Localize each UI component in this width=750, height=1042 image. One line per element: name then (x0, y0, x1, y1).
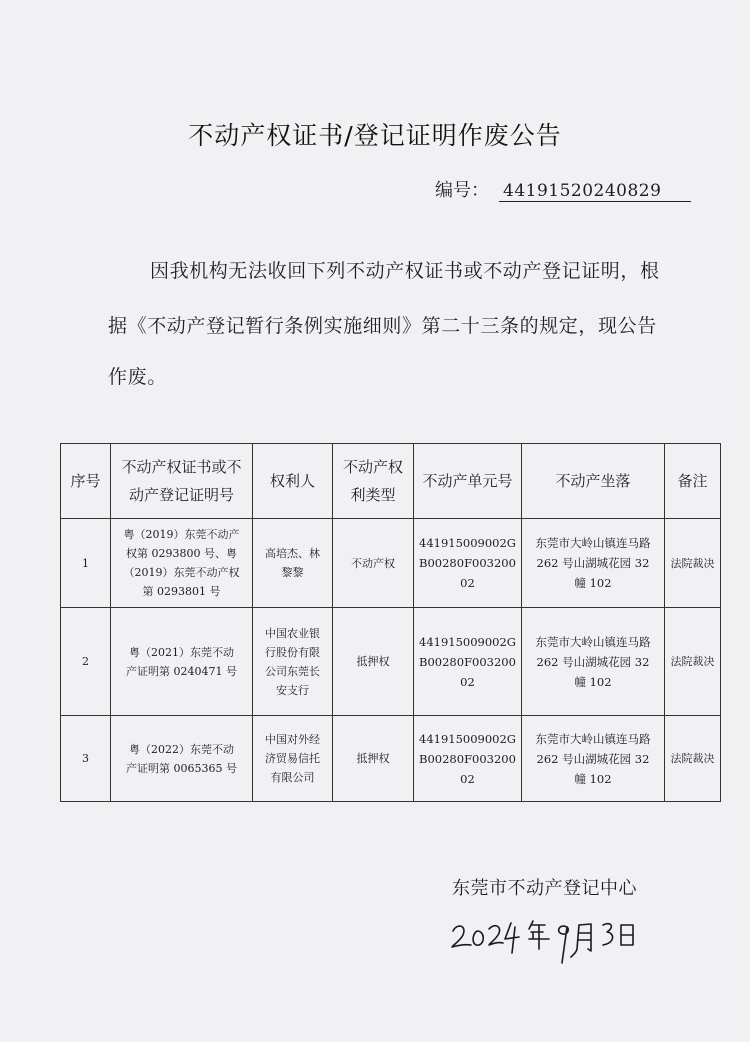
header-cert (111, 444, 253, 519)
table-row (61, 519, 721, 608)
cell-remark: 法院裁决 (665, 716, 721, 802)
cell-right-type: 抵押权 (333, 716, 414, 802)
cell-seq: 3 (61, 716, 111, 802)
cell-seq: 1 (61, 519, 111, 608)
cell-location: 东莞市大岭山镇连马路 262 号山湖城花园 32 幢 102 (522, 519, 665, 608)
cell-holder: 中国农业银行股份有限公司东莞长安支行 (253, 608, 333, 716)
header-type-line1: 不动产权 (342, 458, 403, 476)
cell-holder: 高培杰、林黎黎 (253, 519, 333, 608)
header-seq: 序号 (61, 444, 111, 519)
handwritten-date-image (445, 905, 685, 985)
cell-seq: 2 (61, 608, 111, 716)
table-row (61, 716, 721, 802)
cell-location: 东莞市大岭山镇连马路 262 号山湖城花园 32 幢 102 (522, 608, 665, 716)
table-row (61, 608, 721, 716)
header-unit-number: 不动产单元号 (414, 444, 522, 519)
serial-number: 44191520240829 (499, 181, 691, 202)
document-title: 不动产权证书/登记证明作废公告 (188, 121, 562, 150)
header-cert-line1: 不动产权证书或不 (121, 458, 242, 476)
table-header-row (61, 444, 721, 519)
cell-cert: 粤（2019）东莞不动产权第 0293800 号、粤（2019）东莞不动产权第 0293801 号 (111, 519, 253, 608)
cell-holder: 中国对外经济贸易信托有限公司 (253, 716, 333, 802)
header-location: 不动产坐落 (522, 444, 665, 519)
cell-unit-number: 441915009002GB00280F00320002 (414, 608, 522, 716)
cell-remark: 法院裁决 (665, 519, 721, 608)
header-remark: 备注 (665, 444, 721, 519)
handwritten-date-signature (445, 905, 685, 985)
cell-remark: 法院裁决 (665, 608, 721, 716)
void-certificate-table (60, 443, 721, 802)
body-line-2: 据《不动产登记暂行条例实施细则》第二十三条的规定，现公告 (108, 315, 657, 337)
cell-cert: 粤（2022）东莞不动产证明第 0065365 号 (111, 716, 253, 802)
serial-label: 编号： (435, 180, 489, 201)
cell-cert: 粤（2021）东莞不动产证明第 0240471 号 (111, 608, 253, 716)
cell-unit-number: 441915009002GB00280F00320002 (414, 519, 522, 608)
cell-right-type: 不动产权 (333, 519, 414, 608)
issuer-name: 东莞市不动产登记中心 (452, 878, 637, 899)
header-holder: 权利人 (253, 444, 333, 519)
serial-number-line (435, 176, 691, 202)
body-line-1: 因我机构无法收回下列不动产权证书或不动产登记证明，根 (150, 260, 660, 282)
header-right-type (333, 444, 414, 519)
header-type-line2: 利类型 (350, 486, 396, 504)
header-cert-line2: 动产登记证明号 (128, 486, 234, 504)
cell-location: 东莞市大岭山镇连马路 262 号山湖城花园 32 幢 102 (522, 716, 665, 802)
cell-unit-number: 441915009002GB00280F00320002 (414, 716, 522, 802)
body-line-3: 作废。 (108, 366, 167, 388)
cell-right-type: 抵押权 (333, 608, 414, 716)
